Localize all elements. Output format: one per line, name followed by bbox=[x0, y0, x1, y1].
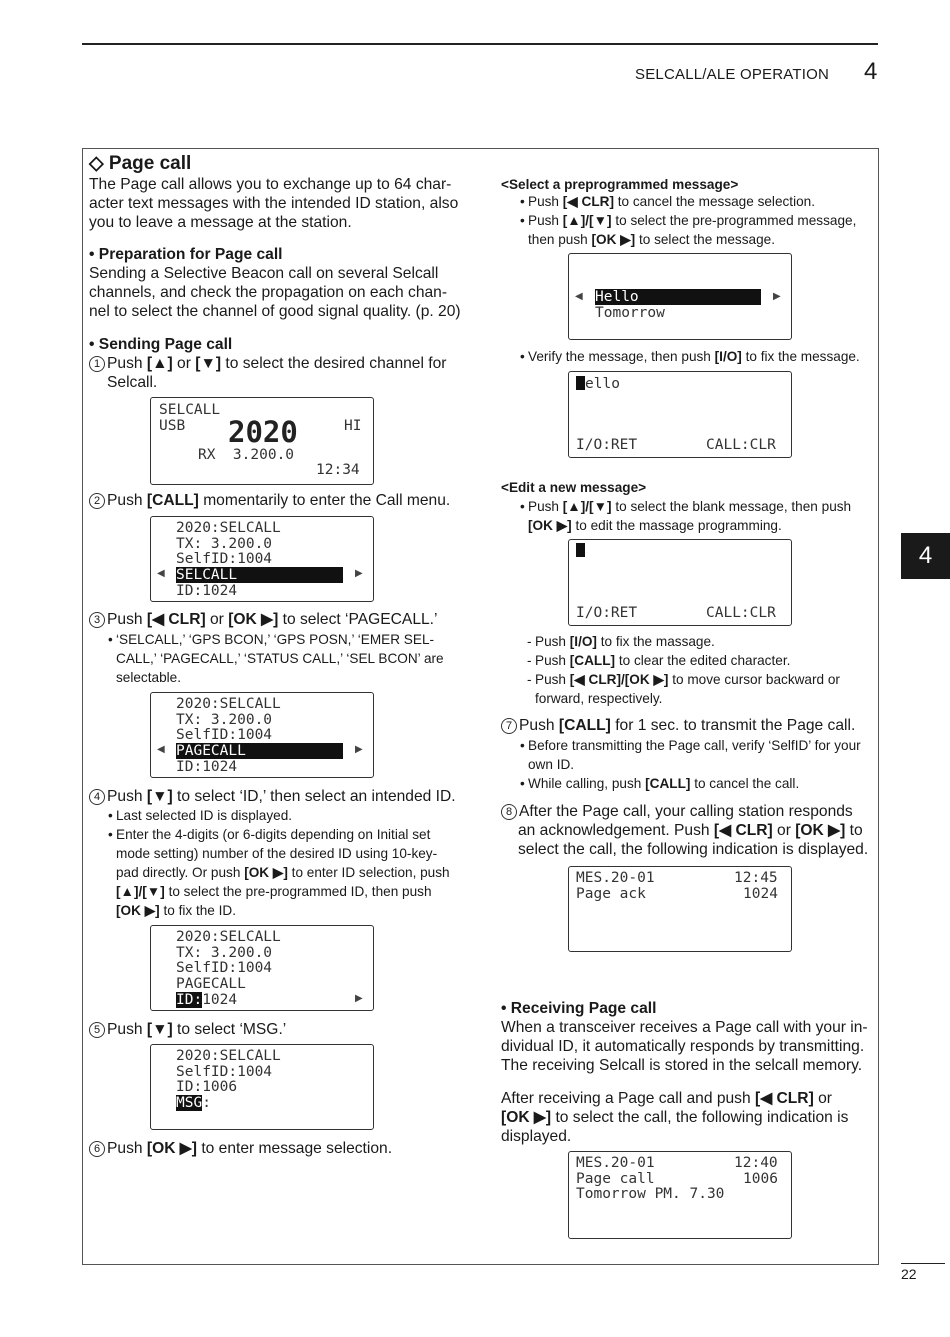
step-8: 8 After the Page call, your calling station responds bbox=[501, 802, 853, 821]
step-number: 5 bbox=[89, 1022, 105, 1038]
lcd-display-5: 2020:SELCALL SelfID:1004 ID:1006 MSG: bbox=[150, 1044, 374, 1130]
left-arrow-icon: ◀ bbox=[575, 291, 583, 302]
prep-line: nel to select the channel of good signal quality. (p. 20) bbox=[89, 303, 461, 320]
intro-line: you to leave a message at the station. bbox=[89, 214, 352, 231]
lcd-display-9: MES.20-01 12:45 Page ack 1024 bbox=[568, 866, 792, 952]
step-5: 5 Push [▼] to select ‘MSG.’ bbox=[89, 1020, 286, 1039]
step-1-cont: Selcall. bbox=[107, 374, 158, 391]
select-message-title: <Select a preprogrammed message> bbox=[501, 177, 739, 192]
step-8-line: an acknowledgement. Push [◀ CLR] or [OK ▶] to bbox=[518, 822, 863, 839]
intro-line: acter text messages with the intended ID station, also bbox=[89, 195, 459, 212]
step-3-note-line: selectable. bbox=[116, 670, 181, 685]
after-line: [OK ▶] to select the call, the following indication is bbox=[501, 1109, 849, 1126]
step-number: 1 bbox=[89, 356, 105, 372]
right-arrow-icon: ▶ bbox=[355, 744, 363, 755]
step-4-note: • Last selected ID is displayed. bbox=[116, 806, 292, 825]
chapter-number: 4 bbox=[864, 58, 878, 85]
receiving-title: • Receiving Page call bbox=[501, 1000, 657, 1017]
step-1: 1 Push [▲] or [▼] to select the desired channel for bbox=[89, 354, 446, 373]
right-arrow-icon: ▶ bbox=[773, 291, 781, 302]
prep-title: • Preparation for Page call bbox=[89, 246, 283, 263]
lcd-display-1: SELCALL USB 2020 HI RX 3.200.0 12:34 bbox=[150, 397, 374, 485]
step-number: 2 bbox=[89, 493, 105, 509]
lcd-display-6: ◀ Hello ▶ Tomorrow bbox=[568, 253, 792, 340]
after-line: After receiving a Page call and push [◀ CLR] or bbox=[501, 1090, 832, 1107]
step-7-note: • While calling, push [CALL] to cancel the call. bbox=[528, 774, 799, 793]
section-title: SELCALL/ALE OPERATION bbox=[635, 66, 829, 83]
step-7-note-line: own ID. bbox=[528, 757, 575, 772]
edit-message-title: <Edit a new message> bbox=[501, 480, 647, 495]
lcd-display-7: ello I/O:RET CALL:CLR bbox=[568, 371, 792, 458]
edit-dash-line: forward, respectively. bbox=[535, 691, 663, 706]
lcd-display-10: MES.20-01 12:40 Page call 1006 Tomorrow PM. 7.30 bbox=[568, 1151, 792, 1239]
top-rule bbox=[82, 43, 878, 45]
receiving-line: dividual ID, it automatically responds by transmitting. bbox=[501, 1038, 865, 1055]
lcd-display-3: 2020:SELCALL TX: 3.200.0 SelfID:1004 ◀ PAGECALL ▶ ID:1024 bbox=[150, 692, 374, 778]
edit-dash-item: - Push [◀ CLR]/[OK ▶] to move cursor backward or bbox=[535, 670, 840, 689]
receiving-line: The receiving Selcall is stored in the selcall memory. bbox=[501, 1057, 863, 1074]
select-bullet: • Push [▲]/[▼] to select the pre-programmed message, bbox=[528, 211, 856, 230]
step-4-note-line: [OK ▶] to fix the ID. bbox=[116, 903, 236, 918]
step-number: 8 bbox=[501, 804, 517, 820]
select-bullet-line: then push [OK ▶] to select the message. bbox=[528, 232, 775, 247]
step-7-note: • Before transmitting the Page call, verify ‘SelfID’ for your bbox=[528, 736, 861, 755]
right-arrow-icon: ▶ bbox=[355, 993, 363, 1004]
step-number: 7 bbox=[501, 718, 517, 734]
prep-line: Sending a Selective Beacon call on several Selcall bbox=[89, 265, 439, 282]
cursor-block bbox=[576, 376, 585, 390]
intro-line: The Page call allows you to exchange up to 64 char- bbox=[89, 176, 452, 193]
step-2: 2 Push [CALL] momentarily to enter the Call menu. bbox=[89, 491, 450, 510]
left-arrow-icon: ◀ bbox=[157, 568, 165, 579]
step-4-note: • Enter the 4-digits (or 6-digits depending on Initial set bbox=[116, 825, 430, 844]
left-arrow-icon: ◀ bbox=[157, 744, 165, 755]
edit-dash-item: - Push [I/O] to fix the massage. bbox=[535, 632, 715, 651]
diamond-icon: ◇ bbox=[89, 153, 104, 174]
send-title: • Sending Page call bbox=[89, 336, 233, 353]
page-number: 22 bbox=[901, 1266, 917, 1282]
step-7: 7 Push [CALL] for 1 sec. to transmit the Page call. bbox=[501, 716, 855, 735]
step-number: 6 bbox=[89, 1141, 105, 1157]
step-number: 3 bbox=[89, 612, 105, 628]
prep-line: channels, and check the propagation on each chan- bbox=[89, 284, 448, 301]
lcd-display-2: 2020:SELCALL TX: 3.200.0 SelfID:1004 ◀ SELCALL ▶ ID:1024 bbox=[150, 516, 374, 602]
step-3: 3 Push [◀ CLR] or [OK ▶] to select ‘PAGECALL.’ bbox=[89, 610, 437, 629]
step-4-note-line: [▲]/[▼] to select the pre-programmed ID, then push bbox=[116, 884, 432, 899]
edit-dash-item: - Push [CALL] to clear the edited character. bbox=[535, 651, 790, 670]
page-call-heading: ◇ Page call bbox=[89, 153, 192, 174]
step-4-note-line: mode setting) number of the desired ID using 10-key- bbox=[116, 846, 438, 861]
step-4-note-line: pad directly. Or push [OK ▶] to enter ID selection, push bbox=[116, 865, 450, 880]
receiving-line: When a transceiver receives a Page call with your in- bbox=[501, 1019, 868, 1036]
select-bullet: • Push [◀ CLR] to cancel the message selection. bbox=[528, 192, 815, 211]
right-arrow-icon: ▶ bbox=[355, 568, 363, 579]
footer-rule bbox=[901, 1263, 945, 1264]
verify-bullet: • Verify the message, then push [I/O] to fix the message. bbox=[528, 347, 860, 366]
lcd-display-4: 2020:SELCALL TX: 3.200.0 SelfID:1004 PAGECALL ID:1024 ▶ bbox=[150, 925, 374, 1011]
step-3-note-line: CALL,’ ‘PAGECALL,’ ‘STATUS CALL,’ ‘SEL BCON’ are bbox=[116, 651, 444, 666]
edit-bullet-line: [OK ▶] to edit the massage programming. bbox=[528, 518, 782, 533]
lcd-display-8: I/O:RET CALL:CLR bbox=[568, 539, 792, 626]
step-8-line: select the call, the following indication is displayed. bbox=[518, 841, 869, 858]
step-4: 4 Push [▼] to select ‘ID,’ then select an intended ID. bbox=[89, 787, 456, 806]
after-line: displayed. bbox=[501, 1128, 572, 1145]
chapter-tab[interactable]: 4 bbox=[901, 533, 950, 579]
edit-bullet: • Push [▲]/[▼] to select the blank message, then push bbox=[528, 497, 851, 516]
step-number: 4 bbox=[89, 789, 105, 805]
cursor-block bbox=[576, 543, 585, 557]
frequency-channel: 2020 bbox=[228, 415, 298, 449]
step-6: 6 Push [OK ▶] to enter message selection. bbox=[89, 1139, 392, 1158]
step-3-note: • ‘SELCALL,’ ‘GPS BCON,’ ‘GPS POSN,’ ‘EMER SEL- bbox=[116, 630, 434, 649]
